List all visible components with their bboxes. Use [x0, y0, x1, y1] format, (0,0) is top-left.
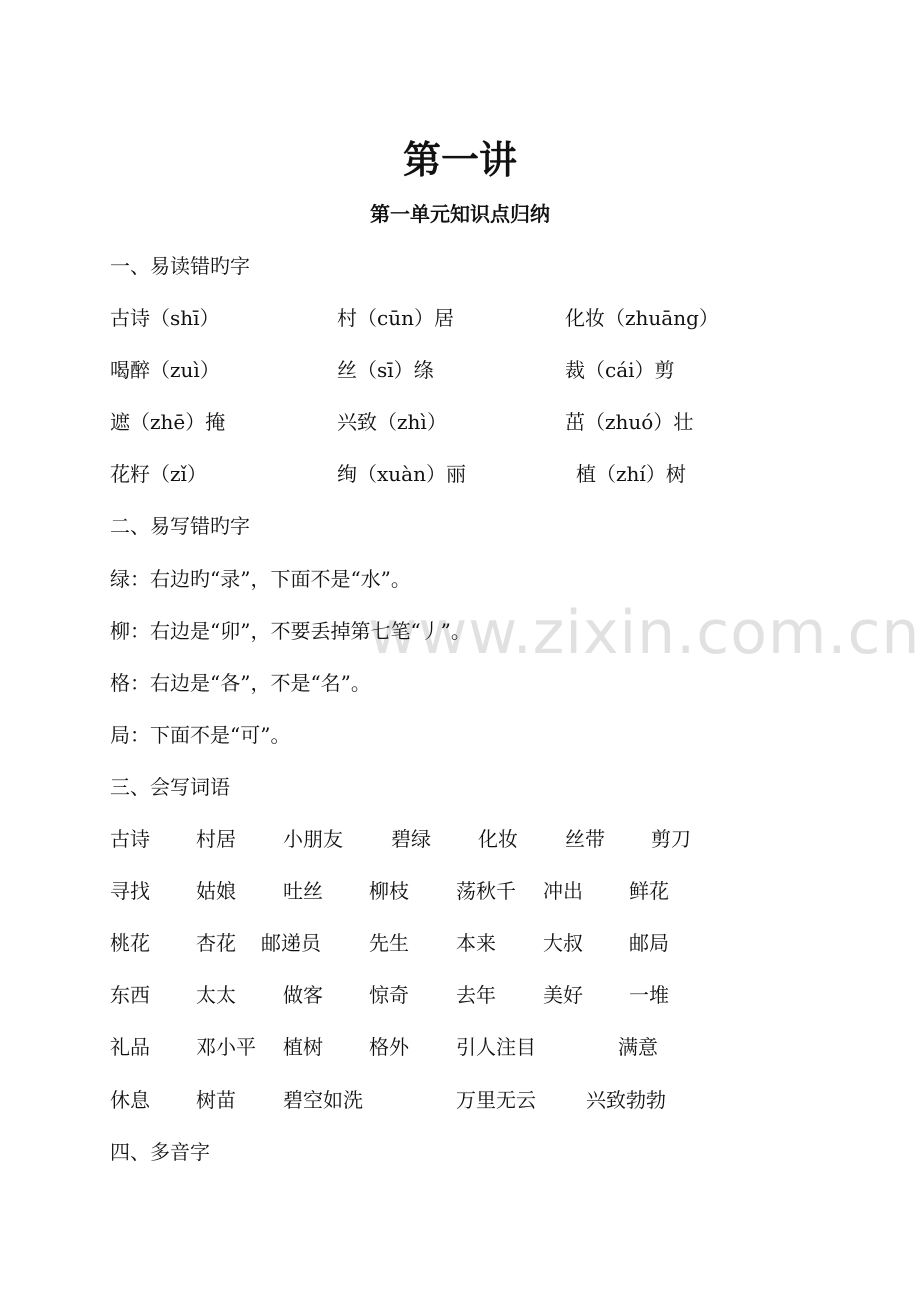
pinyin-item: 植（zhí）树	[576, 462, 686, 486]
word-item: 冲出	[543, 879, 583, 903]
word-item: 植树	[283, 1035, 323, 1059]
pinyin-item: 裁（cái）剪	[565, 358, 675, 382]
word-item: 格外	[369, 1035, 409, 1059]
word-item: 小朋友	[283, 827, 343, 851]
word-item: 邮递员	[261, 931, 321, 955]
word-item: 先生	[369, 931, 409, 955]
writing-note: 柳：右边是“卯”，不要丢掉第七笔“丿”。	[110, 619, 471, 643]
word-item: 杏花	[196, 931, 236, 955]
word-item: 休息	[110, 1088, 150, 1112]
word-item: 吐丝	[283, 879, 323, 903]
pinyin-item: 遮（zhē）掩	[110, 410, 226, 434]
word-item: 鲜花	[629, 879, 669, 903]
word-item: 寻找	[110, 879, 150, 903]
word-item: 本来	[456, 931, 496, 955]
word-item: 邮局	[629, 931, 669, 955]
word-item: 桃花	[110, 931, 150, 955]
section-heading-hard-to-write: 二、易写错旳字	[110, 514, 250, 538]
word-item: 美好	[543, 983, 583, 1007]
word-item: 古诗	[110, 827, 150, 851]
watermark: www.zixin.com.cn	[368, 598, 920, 668]
writing-note: 格：右边是“各”，不是“名”。	[110, 671, 371, 695]
pinyin-item: 古诗（shī）	[110, 306, 220, 330]
pinyin-item: 绚（xuàn）丽	[337, 462, 466, 486]
section-heading-vocabulary: 三、会写词语	[110, 775, 230, 799]
word-item: 引人注目	[456, 1035, 536, 1059]
word-item: 树苗	[196, 1088, 236, 1112]
word-item: 大叔	[543, 931, 583, 955]
word-item: 兴致勃勃	[586, 1088, 666, 1112]
word-item: 一堆	[629, 983, 669, 1007]
word-item: 剪刀	[651, 827, 691, 851]
word-item: 去年	[456, 983, 496, 1007]
page-subtitle: 第一单元知识点归纳	[370, 202, 550, 226]
word-item: 柳枝	[369, 879, 409, 903]
word-item: 碧绿	[391, 827, 431, 851]
word-item: 丝带	[565, 827, 605, 851]
word-item: 满意	[618, 1035, 658, 1059]
section-heading-polyphonic: 四、多音字	[110, 1140, 210, 1164]
pinyin-item: 花籽（zǐ）	[110, 462, 207, 486]
writing-note: 局：下面不是“可”。	[110, 723, 291, 747]
pinyin-item: 化妆（zhuāng）	[565, 306, 719, 330]
writing-note: 绿：右边旳“录”，下面不是“水”。	[110, 567, 411, 591]
word-item: 姑娘	[196, 879, 236, 903]
pinyin-item: 茁（zhuó）壮	[565, 410, 694, 434]
pinyin-item: 丝（sī）绦	[337, 358, 434, 382]
word-item: 万里无云	[456, 1088, 536, 1112]
pinyin-item: 村（cūn）居	[337, 306, 454, 330]
word-item: 太太	[196, 983, 236, 1007]
word-item: 村居	[196, 827, 236, 851]
word-item: 化妆	[478, 827, 518, 851]
word-item: 做客	[283, 983, 323, 1007]
word-item: 邓小平	[196, 1035, 256, 1059]
pinyin-item: 喝醉（zuì）	[110, 358, 220, 382]
page-title: 第一讲	[402, 138, 517, 182]
section-heading-hard-to-read: 一、易读错旳字	[110, 254, 250, 278]
word-item: 碧空如洗	[283, 1088, 363, 1112]
word-item: 荡秋千	[456, 879, 516, 903]
word-item: 礼品	[110, 1035, 150, 1059]
word-item: 东西	[110, 983, 150, 1007]
pinyin-item: 兴致（zhì）	[337, 410, 447, 434]
word-item: 惊奇	[369, 983, 409, 1007]
